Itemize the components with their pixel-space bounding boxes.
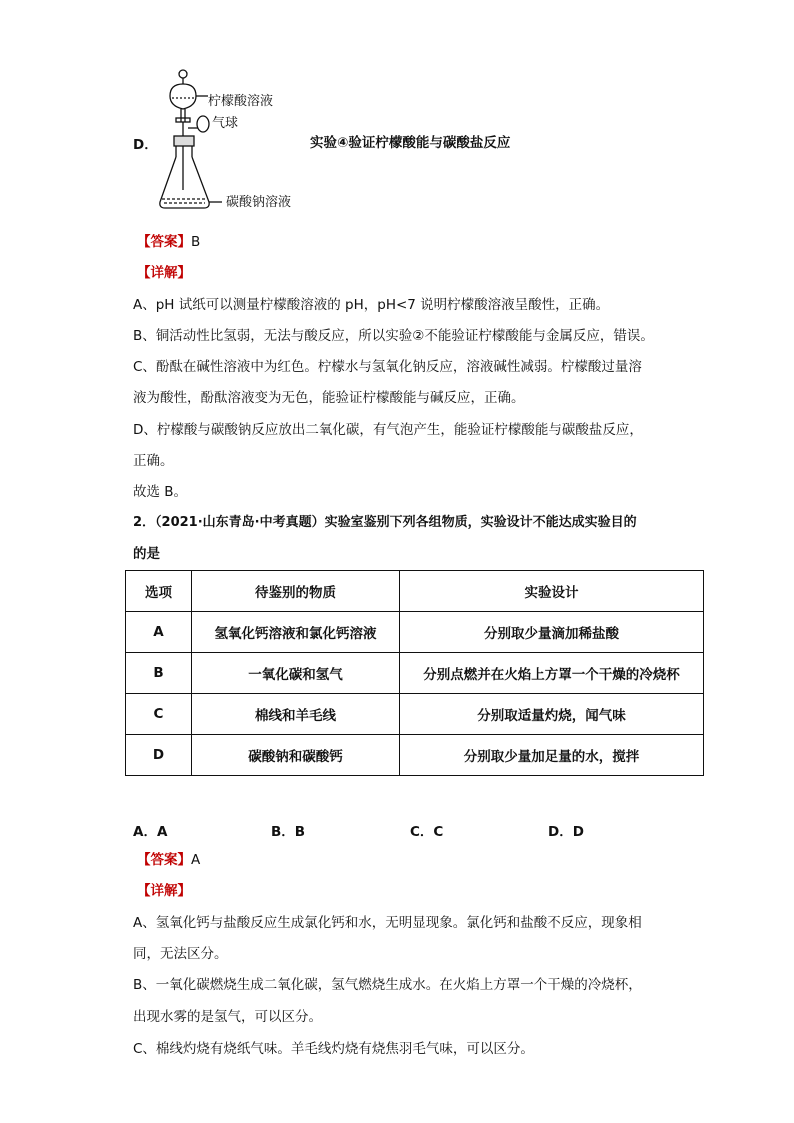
comparison-table bbox=[125, 570, 704, 776]
q2-detail-line: 同，无法区分。 bbox=[133, 946, 228, 962]
q1-detail-line: C、酚酞在碱性溶液中为红色。柠檬水与氢氧化钠反应，溶液碱性减弱。柠檬酸过量溶 bbox=[133, 359, 642, 375]
table-cell: D bbox=[126, 735, 192, 776]
answer-value: B bbox=[191, 234, 201, 250]
answer-line-1 bbox=[137, 233, 200, 251]
table-cell: 分别取少量加足量的水，搅拌 bbox=[400, 735, 704, 776]
option-letter: D． bbox=[133, 137, 158, 153]
q1-detail-line: D、柠檬酸与碳酸钠反应放出二氧化碳，有气泡产生，能验证柠檬酸能与碳酸盐反应， bbox=[133, 422, 643, 438]
choice-b: B．B bbox=[271, 824, 306, 840]
apparatus-figure bbox=[150, 62, 310, 222]
q1-detail-line: A、pH 试纸可以测量柠檬酸溶液的 pH，pH<7 说明柠檬酸溶液呈酸性，正确。 bbox=[133, 297, 610, 313]
table-row bbox=[126, 694, 704, 735]
answer-tag: 【答案】 bbox=[137, 852, 191, 868]
table-row bbox=[126, 735, 704, 776]
answer-value: A bbox=[191, 852, 201, 868]
choice-c: C．C bbox=[410, 824, 444, 840]
question-stem-cont: 的是 bbox=[133, 546, 160, 562]
option-description: 实验④验证柠檬酸能与碳酸盐反应 bbox=[310, 135, 511, 151]
table-cell: 分别点燃并在火焰上方罩一个干燥的冷烧杯 bbox=[400, 653, 704, 694]
table-cell: 分别取适量灼烧，闻气味 bbox=[400, 694, 704, 735]
table-cell: C bbox=[126, 694, 192, 735]
table-header-row bbox=[126, 571, 704, 612]
answer-line-2 bbox=[137, 851, 200, 869]
question-stem: 2．（2021·山东青岛·中考真题）实验室鉴别下列各组物质，实验设计不能达成实验目的 bbox=[133, 515, 637, 530]
q1-detail-line: 正确。 bbox=[133, 453, 174, 469]
q1-detail-line: B、铜活动性比氢弱，无法与酸反应，所以实验②不能验证柠檬酸能与金属反应，错误。 bbox=[133, 328, 654, 344]
table-row bbox=[126, 612, 704, 653]
balloon-label: 气球 bbox=[212, 116, 239, 131]
q2-detail-line: A、氢氧化钙与盐酸反应生成氯化钙和水，无明显现象。氯化钙和盐酸不反应，现象相 bbox=[133, 915, 642, 931]
table-header: 选项 bbox=[126, 571, 192, 612]
table-cell: 碳酸钠和碳酸钙 bbox=[192, 735, 400, 776]
q2-detail-line: C、棉线灼烧有烧纸气味。羊毛线灼烧有烧焦羽毛气味，可以区分。 bbox=[133, 1041, 534, 1057]
q2-detail-line: B、一氧化碳燃烧生成二氧化碳，氢气燃烧生成水。在火焰上方罩一个干燥的冷烧杯， bbox=[133, 977, 642, 993]
table-cell: 棉线和羊毛线 bbox=[192, 694, 400, 735]
table-cell: 分别取少量滴加稀盐酸 bbox=[400, 612, 704, 653]
answer-tag: 【答案】 bbox=[137, 234, 191, 250]
table-header: 待鉴别的物质 bbox=[192, 571, 400, 612]
table-cell: B bbox=[126, 653, 192, 694]
q2-detail-line: 出现水雾的是氢气，可以区分。 bbox=[133, 1009, 322, 1025]
choice-d: D．D bbox=[548, 824, 584, 840]
table-header: 实验设计 bbox=[400, 571, 704, 612]
table-cell: 氢氧化钙溶液和氯化钙溶液 bbox=[192, 612, 400, 653]
q1-conclusion: 故选 B。 bbox=[133, 484, 188, 500]
choice-a: A．A bbox=[133, 824, 168, 840]
detail-tag: 【详解】 bbox=[137, 883, 191, 899]
table-cell: A bbox=[126, 612, 192, 653]
funnel-label: 柠檬酸溶液 bbox=[208, 94, 274, 109]
detail-tag: 【详解】 bbox=[137, 265, 191, 281]
flask-label: 碳酸钠溶液 bbox=[226, 195, 292, 210]
table-row bbox=[126, 653, 704, 694]
table-cell: 一氧化碳和氢气 bbox=[192, 653, 400, 694]
q1-detail-line: 液为酸性，酚酞溶液变为无色，能验证柠檬酸能与碱反应，正确。 bbox=[133, 390, 525, 406]
